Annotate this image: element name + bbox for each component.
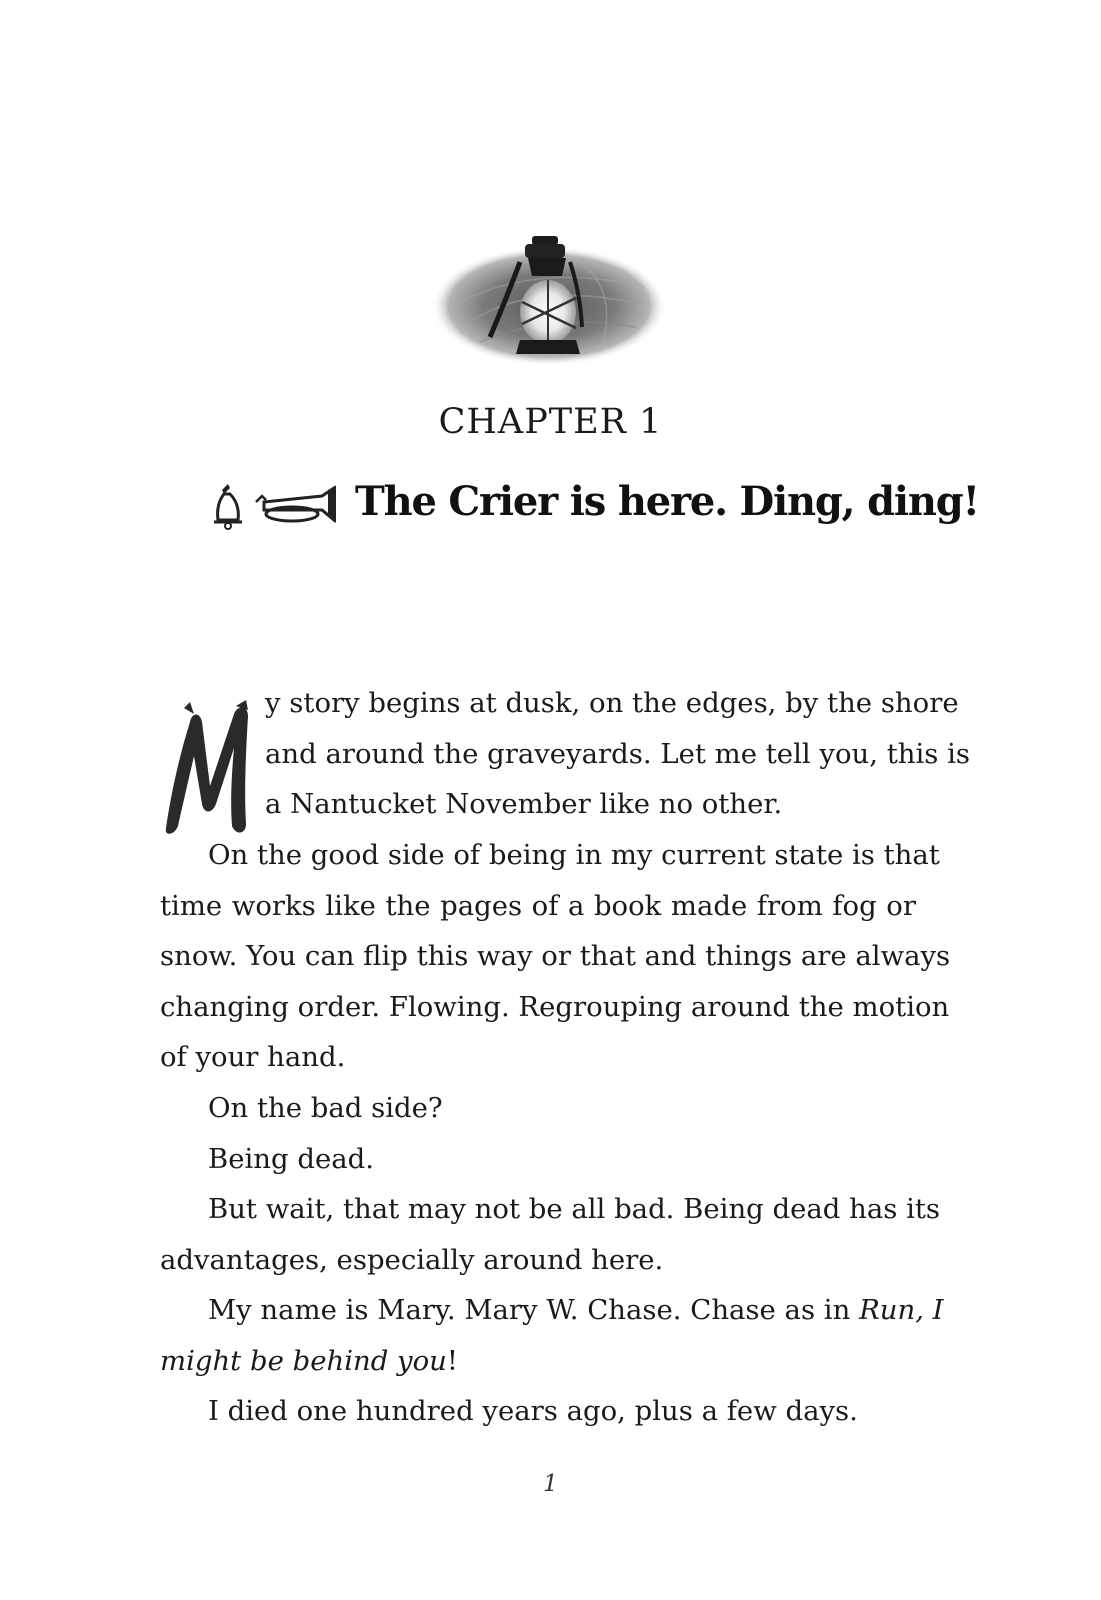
text-line: I died one hundred years ago, plus a few days.	[208, 1395, 858, 1427]
horn-icon	[256, 486, 336, 522]
text-line: snow. You can flip this way or that and things are always	[160, 940, 951, 972]
text-run-italic: Run, I	[859, 1294, 944, 1326]
chapter-heading	[210, 478, 979, 538]
text-line: of your hand.	[160, 1041, 346, 1073]
text-line: time works like the pages of a book made from fog or	[160, 890, 916, 922]
text-line: changing order. Flowing. Regrouping around the motion	[160, 991, 950, 1023]
page-number: 1	[543, 1471, 558, 1497]
text-line: But wait, that may not be all bad. Being dead has its	[208, 1193, 941, 1225]
text-run: My name is Mary. Mary W. Chase. Chase as in	[208, 1294, 860, 1326]
text-line: Being dead.	[208, 1143, 374, 1175]
text-line: On the bad side?	[208, 1092, 443, 1124]
text-line: advantages, especially around here.	[160, 1244, 664, 1276]
text-line: and around the graveyards. Let me tell you, this is	[265, 738, 971, 770]
chapter-title: The Crier is here. Ding, ding!	[355, 478, 979, 525]
text-line: a Nantucket November like no other.	[265, 788, 783, 820]
drop-cap-m	[160, 700, 262, 836]
text-line	[208, 1294, 944, 1326]
text-line: y story begins at dusk, on the edges, by the shore	[265, 687, 959, 719]
text-line: On the good side of being in my current state is that	[208, 839, 940, 871]
text-line	[160, 1345, 458, 1377]
lantern-icon	[430, 232, 668, 374]
bell-icon	[214, 484, 242, 529]
text-run: !	[446, 1345, 458, 1377]
text-run-italic: might be behind you	[160, 1345, 447, 1377]
chapter-number: CHAPTER 1	[438, 402, 663, 442]
